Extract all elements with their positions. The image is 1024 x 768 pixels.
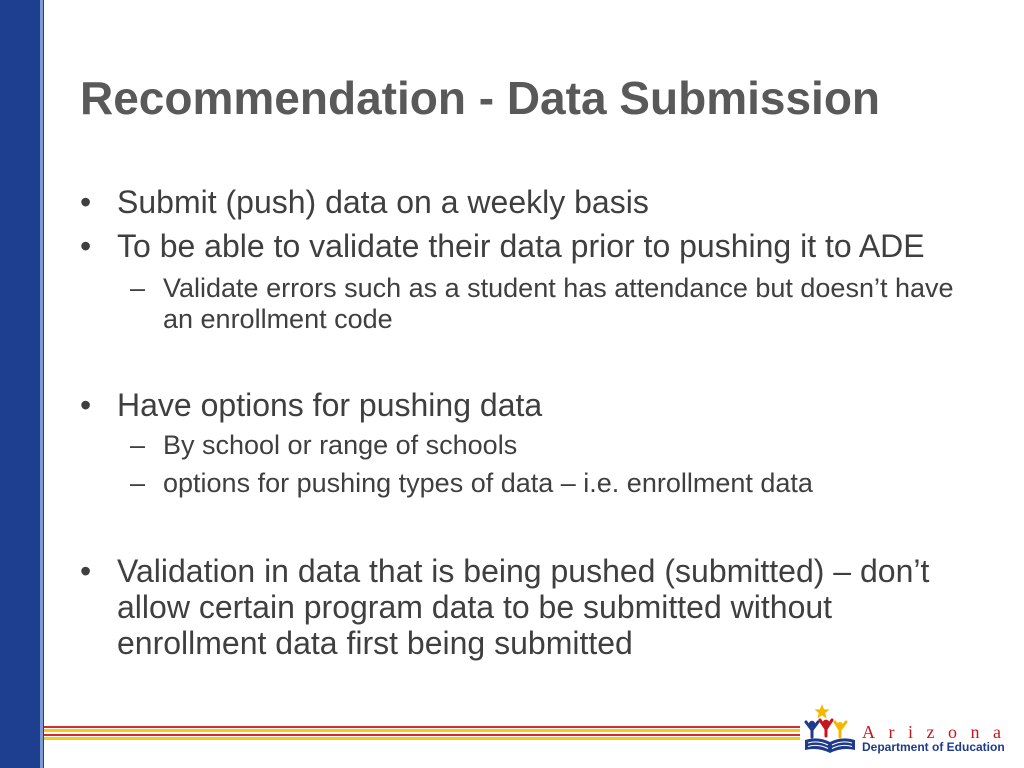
star-children-book-emblem-icon xyxy=(801,702,861,758)
side-bar-line xyxy=(43,0,44,768)
bullet-marker: • xyxy=(80,184,92,220)
bullet-marker: • xyxy=(80,387,92,423)
child-figure-yellow-icon xyxy=(835,722,846,737)
logo-wordmark: Arizona xyxy=(862,722,1015,742)
sub-bullet-marker: – xyxy=(130,273,146,303)
bullet-marker: • xyxy=(80,228,92,264)
child-figure-blue-icon xyxy=(806,721,818,737)
child-figure-red-icon xyxy=(820,720,832,736)
bullet-text: Have options for pushing data xyxy=(117,387,543,423)
footer-stripe-red xyxy=(44,726,800,728)
sub-bullet-item xyxy=(130,430,972,461)
bullet-text: Validation in data that is being pushed (submitted) – don’t allow certain program data to be submitted without enrollment data first being submitted xyxy=(117,553,930,661)
star-icon xyxy=(814,704,829,718)
sub-bullet-item xyxy=(130,273,972,335)
bullet-item xyxy=(80,387,972,423)
side-bar xyxy=(0,0,40,768)
footer-stripe-yellow xyxy=(44,729,800,732)
sub-bullet-marker: – xyxy=(130,468,146,498)
open-book-icon xyxy=(805,738,855,753)
bullet-item xyxy=(80,184,972,220)
bullet-item xyxy=(80,228,972,264)
bullet-text: To be able to validate their data prior to pushing it to ADE xyxy=(117,228,925,264)
ade-logo xyxy=(801,702,1021,758)
footer-stripe-yellow xyxy=(44,737,800,740)
bullet-item xyxy=(80,553,972,661)
sub-bullet-item xyxy=(130,468,972,499)
sub-bullet-marker: – xyxy=(130,430,146,460)
bullet-text: Submit (push) data on a weekly basis xyxy=(117,184,649,220)
sub-bullet-text: By school or range of schools xyxy=(163,430,518,460)
sub-bullet-text: Validate errors such as a student has attendance but doesn’t have an enrollment code xyxy=(163,273,954,334)
footer-stripe-red xyxy=(44,734,800,736)
sub-bullet-text: options for pushing types of data – i.e. enrollment data xyxy=(163,468,813,498)
bullet-marker: • xyxy=(80,553,92,589)
logo-subtitle: Department of Education xyxy=(862,740,1005,754)
slide-title: Recommendation - Data Submission xyxy=(80,72,881,124)
